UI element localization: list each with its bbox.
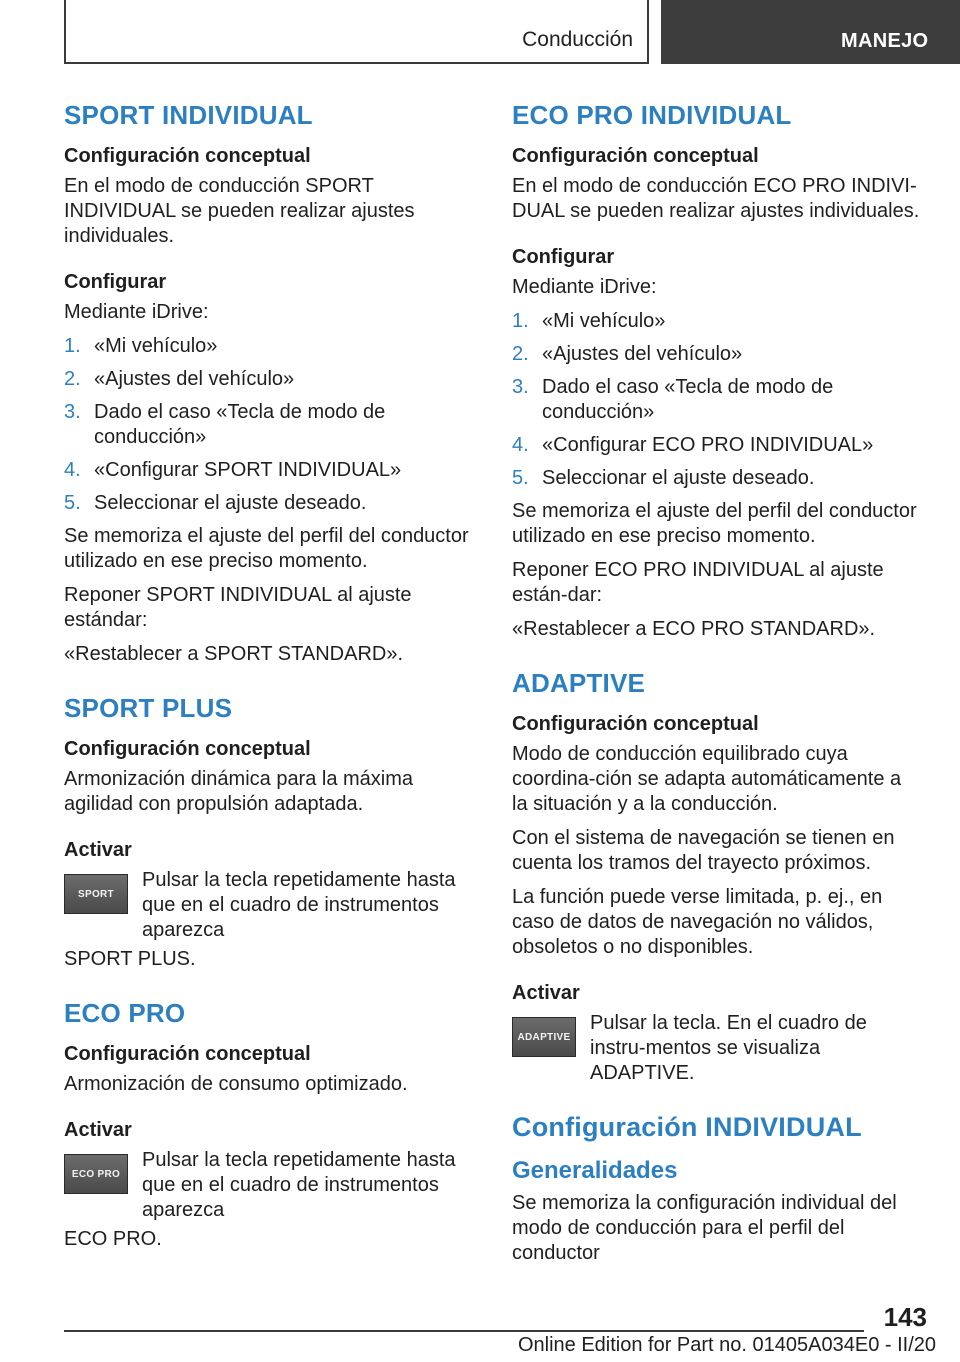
section-individual-config	[512, 1112, 922, 1266]
header-section-box	[64, 0, 649, 64]
section-sport-plus	[64, 693, 474, 972]
footer-divider	[64, 1330, 864, 1332]
paragraph: En el modo de conducción SPORT INDIVIDUAL se pueden realizar ajustes individuales.	[64, 175, 415, 247]
paragraph: Pulsar la tecla repetidamente hasta que en el cuadro de instrumentos aparezca	[142, 1149, 456, 1221]
paragraph: Armonización de consumo optimizado.	[64, 1073, 408, 1095]
page-header	[0, 0, 960, 66]
paragraph: ECO PRO.	[64, 1228, 162, 1250]
paragraph: Con el sistema de navegación se tienen en cuenta los tramos del trayecto próximos.	[512, 827, 895, 874]
paragraph: Pulsar la tecla. En el cuadro de instru-mentos se visualiza ADAPTIVE.	[590, 1012, 867, 1084]
paragraph: Pulsar la tecla repetidamente hasta que en el cuadro de instrumentos aparezca	[142, 869, 456, 941]
page-number: 143	[883, 1302, 927, 1332]
list-item: 3. Dado el caso «Tecla de modo de conducción»	[64, 401, 386, 448]
subheading: Configuración conceptual	[64, 738, 311, 760]
list-item: 2. «Ajustes del vehículo»	[64, 368, 295, 390]
subheading: Configuración conceptual	[64, 145, 311, 167]
subheading: Configuración conceptual	[64, 1043, 311, 1065]
steps-list	[512, 309, 922, 491]
footer-edition: Online Edition for Part no. 01405A034E0 - II/20	[517, 1334, 936, 1356]
list-item: 3. Dado el caso «Tecla de modo de conducción»	[512, 376, 834, 423]
sport-key-icon: SPORT	[64, 874, 128, 914]
section-eco-pro	[64, 998, 474, 1252]
header-chapter-tab: MANEJO	[661, 0, 960, 64]
subheading: Activar	[64, 1119, 132, 1141]
paragraph: SPORT PLUS.	[64, 948, 196, 970]
paragraph: Se memoriza la configuración individual del modo de conducción para el perfil del conductor	[512, 1192, 897, 1264]
list-item: 1. «Mi vehículo»	[512, 310, 666, 332]
section-title: SPORT PLUS	[64, 693, 233, 723]
list-item: 4. «Configurar ECO PRO INDIVIDUAL»	[512, 434, 874, 456]
subheading: Configurar	[64, 271, 167, 293]
eco-pro-key-icon: ECO PRO	[64, 1154, 128, 1194]
paragraph: Reponer ECO PRO INDIVIDUAL al ajuste están-dar:	[512, 559, 884, 606]
section-title: SPORT INDIVIDUAL	[64, 100, 313, 130]
section-eco-pro-individual	[512, 100, 922, 642]
adaptive-key-icon: ADAPTIVE	[512, 1017, 576, 1057]
right-column	[512, 100, 922, 1275]
section-subtitle: Generalidades	[512, 1157, 678, 1184]
steps-list	[64, 334, 474, 516]
list-item: 1. «Mi vehículo»	[64, 335, 218, 357]
left-column	[64, 100, 474, 1278]
paragraph: Modo de conducción equilibrado cuya coordina-ción se adapta automáticamente a la situación y a la conducción.	[512, 743, 902, 815]
paragraph: Armonización dinámica para la máxima agilidad con propulsión adaptada.	[64, 768, 414, 815]
subheading: Configuración conceptual	[512, 713, 759, 735]
section-adaptive	[512, 668, 922, 1086]
list-item: 5. Seleccionar el ajuste deseado.	[512, 467, 815, 489]
paragraph: Se memoriza el ajuste del perfil del conductor utilizado en ese preciso momento.	[64, 525, 469, 572]
subheading: Configuración conceptual	[512, 145, 759, 167]
paragraph: La función puede verse limitada, p. ej., en caso de datos de navegación no válidos, obsoletos o no disponibles.	[512, 886, 883, 958]
section-title: ADAPTIVE	[512, 668, 646, 698]
subheading: Activar	[512, 982, 580, 1004]
list-item: 5. Seleccionar el ajuste deseado.	[64, 492, 367, 514]
section-title: Configuración INDIVIDUAL	[512, 1112, 862, 1142]
paragraph: Mediante iDrive:	[64, 301, 209, 323]
paragraph: «Restablecer a SPORT STANDARD».	[64, 643, 404, 665]
section-title: ECO PRO INDIVIDUAL	[512, 100, 792, 130]
subheading: Activar	[64, 839, 132, 861]
list-item: 4. «Configurar SPORT INDIVIDUAL»	[64, 459, 402, 481]
paragraph: «Restablecer a ECO PRO STANDARD».	[512, 618, 876, 640]
paragraph: Mediante iDrive:	[512, 276, 657, 298]
subheading: Configurar	[512, 246, 615, 268]
header-section-title: Conducción	[522, 28, 633, 51]
paragraph: Reponer SPORT INDIVIDUAL al ajuste estándar:	[64, 584, 412, 631]
section-sport-individual	[64, 100, 474, 667]
paragraph: Se memoriza el ajuste del perfil del conductor utilizado en ese preciso momento.	[512, 500, 917, 547]
paragraph: En el modo de conducción ECO PRO INDIVI-DUAL se pueden realizar ajustes individuales.	[512, 175, 920, 222]
list-item: 2. «Ajustes del vehículo»	[512, 343, 743, 365]
section-title: ECO PRO	[64, 998, 186, 1028]
